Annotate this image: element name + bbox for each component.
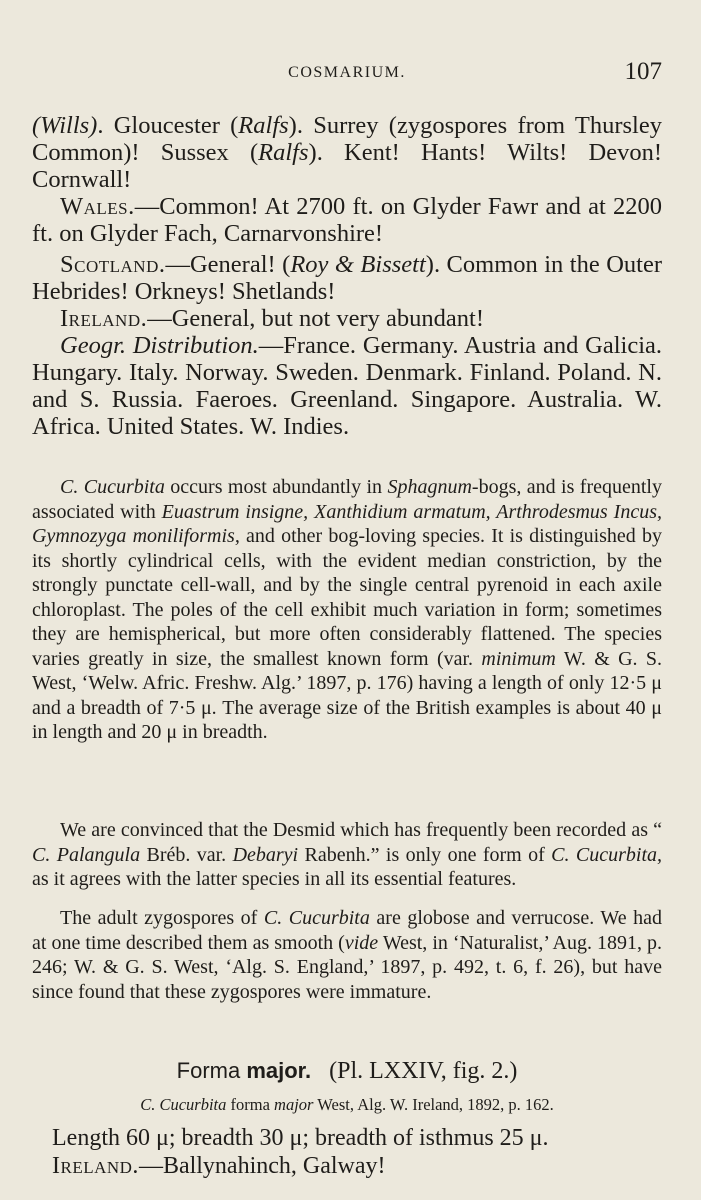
text-run: —General! ( <box>165 251 291 278</box>
text-run: ). Kent! Hants! Wilts! Devon! Cornwall! <box>32 139 662 193</box>
text-run: The adult zygospores of <box>60 907 264 929</box>
text-run: —General, but not very abundant! <box>147 305 485 332</box>
text-run: —France. Germany. Austria and Galicia. Hungary. Italy. Norway. Sweden. Denmark. Finland. Poland. N. and S. Russia. Faeroes. Greenland. Singapore. Australia. W. Africa. United States. W. Indies. <box>32 332 662 440</box>
zygospore-paragraph <box>32 906 662 1004</box>
text-run: Rabenh.” is only one form of <box>298 843 552 866</box>
running-head: COSMARIUM. <box>288 64 406 81</box>
species-name: C. Cucurbita <box>140 1095 227 1114</box>
region-label-wales: Wales. <box>60 193 135 220</box>
scotland-paragraph <box>32 251 662 305</box>
authority-ralfs: Ralfs <box>258 139 309 166</box>
measurements: Length 60 μ; breadth 30 μ; breadth of isthmus 25 μ. <box>52 1125 549 1151</box>
genus-name: Sphagnum <box>387 476 472 498</box>
associated-species: Euastrum insigne, Xanthidium armatum, Arthrodesmus Incus, Gymnozyga moniliformis, <box>32 500 662 547</box>
text-run: We are convinced that the Desmid which has frequently been recorded as “ <box>60 819 662 841</box>
authority-wills: (Wills) <box>32 112 98 139</box>
forma-name: major. <box>246 1058 312 1083</box>
text-run: Bréb. var. <box>140 843 233 866</box>
text-run: occurs most abundantly in <box>164 476 388 498</box>
variety-name: Debaryi <box>232 843 299 866</box>
region-label-ireland: Ireland. <box>52 1153 139 1179</box>
locality-text: —Ballynahinch, Galway! <box>138 1153 386 1179</box>
region-label-ireland: Ireland. <box>60 305 148 332</box>
text-run: . Gloucester ( <box>97 112 239 139</box>
description-paragraph <box>32 475 662 745</box>
forma-title <box>177 1058 312 1083</box>
distribution-paragraph <box>32 332 662 440</box>
text-run: West, in ‘Naturalist,’ Aug. 1891, p. 246; W. & G. S. West, ‘Alg. S. England,’ 1897, p. 492, t. 6, f. 26), but have since found that these zygospores were immature. <box>32 931 663 1003</box>
wales-paragraph <box>32 193 662 247</box>
text-run: ). Surrey (zygospores from Thursley Common)! Sussex ( <box>32 112 662 166</box>
species-name: C. Cucurbita <box>60 476 165 498</box>
forma-synonym <box>32 1095 662 1115</box>
text-run: West, Alg. W. Ireland, 1892, p. 162. <box>313 1095 554 1114</box>
ireland-paragraph <box>32 305 662 332</box>
plate-reference: (Pl. LXXIV, fig. 2.) <box>329 1058 518 1084</box>
text-run: ). Common in the Outer Hebrides! Orkneys! Shetlands! <box>32 251 662 305</box>
species-name: C. Cucurbita, <box>551 843 663 866</box>
synonymy-paragraph <box>32 818 662 892</box>
authority-ralfs: Ralfs <box>238 112 289 139</box>
region-label-scotland: Scotland. <box>60 251 166 278</box>
species-name: C. Palangula <box>32 843 141 866</box>
text-run: as it agrees with the latter species in all its essential features. <box>32 868 517 890</box>
text-run: forma <box>226 1095 275 1114</box>
authority-roy-bissett: Roy & Bissett <box>290 251 426 278</box>
forma-heading <box>32 1058 662 1085</box>
text-run: —Common! At 2700 ft. on Glyder Fawr and at 2200 ft. on Glyder Fach, Carnarvonshire! <box>32 193 662 247</box>
forma-word: Forma <box>176 1058 241 1083</box>
text-run: W. & G. S. West, ‘Welw. Afric. Freshw. Alg.’ 1897, p. 176) having a length of only 12·5 μ and a breadth of 7·5 μ. The average size of the British examples is about 40 μ in length and 20 μ in breadth. <box>32 647 663 743</box>
text-run: are globose and verrucose. We had at one time described them as smooth ( <box>32 907 662 954</box>
british-localities-paragraph <box>32 112 662 193</box>
latin-term: vide <box>344 931 379 954</box>
page-header <box>32 58 662 88</box>
forma-details <box>52 1124 662 1180</box>
variety-name: minimum <box>481 647 556 670</box>
forma-name: major <box>274 1095 314 1114</box>
species-name: C. Cucurbita <box>263 907 370 929</box>
distribution-label: Geogr. Distribution. <box>60 332 259 359</box>
text-run: -bogs, and is frequently associated with <box>32 476 662 523</box>
text-run: and other bog-loving species. It is distinguished by its shortly cylindrical cells, with the evident median constriction, by the strongly punctate cell-wall, and by the single central pyrenoid in each axile chloroplast. The poles of the cell exhibit much variation in form; sometimes they are hemispherical, but more often considerably flattened. The species varies greatly in size, the smallest known form (var. <box>32 525 662 670</box>
page-number: 107 <box>624 58 662 85</box>
